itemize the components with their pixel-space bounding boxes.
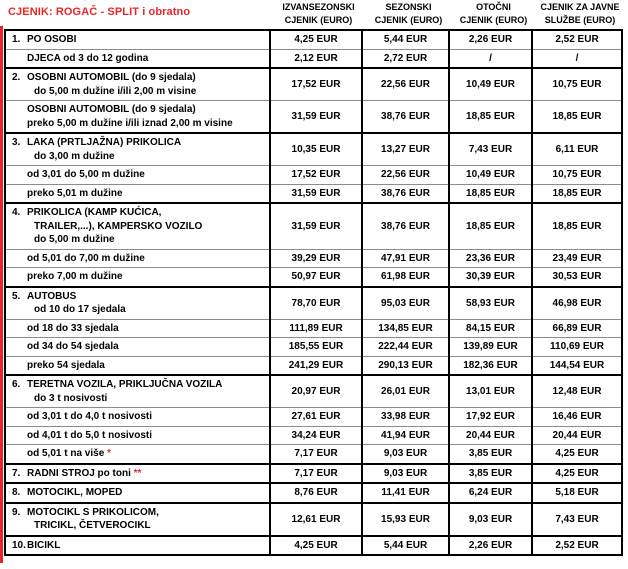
price-cell-price1: 4,25 EUR	[270, 536, 362, 556]
table-row	[5, 203, 622, 249]
row-label-line: 2. OSOBNI AUTOMOBIL (do 9 sjedala)	[12, 72, 196, 83]
price-cell-price3: 84,15 EUR	[449, 319, 532, 338]
price-cell-price4: 12,48 EUR	[532, 375, 622, 408]
table-row	[5, 30, 622, 49]
row-label-cell	[5, 319, 270, 338]
row-number: 3.	[12, 137, 21, 148]
table-row	[5, 483, 622, 503]
row-label-cell	[5, 338, 270, 357]
price-cell-price2: 61,98 EUR	[362, 268, 449, 287]
table-row	[5, 319, 622, 338]
row-label-cell	[5, 375, 270, 408]
row-label-cell	[5, 426, 270, 445]
price-cell-price2: 222,44 EUR	[362, 338, 449, 357]
price-table	[4, 29, 623, 556]
price-cell-price4: 18,85 EUR	[532, 184, 622, 203]
price-cell-price2: 22,56 EUR	[362, 68, 449, 101]
column-header-public-service: CJENIK ZA JAVNE SLUŽBE (EURO)	[540, 2, 620, 25]
row-label-line: od 10 do 17 sjedala	[34, 304, 126, 315]
column-header-season: SEZONSKI CJENIK (EURO)	[374, 2, 443, 25]
price-cell-price4: 7,43 EUR	[532, 503, 622, 536]
row-number: 9.	[12, 506, 21, 518]
table-row	[5, 287, 622, 320]
row-label-line: 8. MOTOCIKL, MOPED	[12, 487, 123, 498]
row-label-line: 6. TERETNA VOZILA, PRIKLJUČNA VOZILA	[12, 379, 223, 390]
price-cell-price2: 26,01 EUR	[362, 375, 449, 408]
row-label-line: 1. PO OSOBI	[12, 34, 77, 45]
row-label-line: do 5,00 m dužine i/ili 2,00 m visine	[34, 85, 197, 97]
row-number: 5.	[12, 290, 21, 302]
row-label-line: do 5,00 m dužine	[34, 234, 115, 245]
row-label-line: od 5,01 t na više *	[27, 448, 111, 459]
row-label-line: do 3,00 m dužine	[34, 150, 115, 162]
price-cell-price3: 139,89 EUR	[449, 338, 532, 357]
row-label-line: 3. LAKA (PRTLJAŽNA) PRIKOLICA	[12, 137, 182, 148]
price-cell-price1: 39,29 EUR	[270, 249, 362, 268]
price-cell-price1: 8,76 EUR	[270, 483, 362, 503]
price-cell-price3: 10,49 EUR	[449, 166, 532, 185]
table-row	[5, 268, 622, 287]
price-cell-price1: 111,89 EUR	[270, 319, 362, 338]
row-number: 8.	[12, 487, 21, 498]
table-row	[5, 184, 622, 203]
price-cell-price2: 95,03 EUR	[362, 287, 449, 320]
price-cell-price4: 18,85 EUR	[532, 203, 622, 249]
price-cell-price2: 11,41 EUR	[362, 483, 449, 503]
table-row	[5, 101, 622, 134]
row-label-cell	[5, 408, 270, 427]
price-cell-price4: 23,49 EUR	[532, 249, 622, 268]
row-label-cell	[5, 503, 270, 536]
row-label-cell	[5, 268, 270, 287]
price-cell-price2: 38,76 EUR	[362, 101, 449, 134]
table-row	[5, 464, 622, 484]
price-cell-price2: 5,44 EUR	[362, 30, 449, 49]
row-label-line: od 18 do 33 sjedala	[27, 322, 119, 334]
row-label-cell	[5, 287, 270, 320]
price-cell-price1: 2,12 EUR	[270, 49, 362, 68]
price-cell-price1: 31,59 EUR	[270, 203, 362, 249]
price-cell-price3: 9,03 EUR	[449, 503, 532, 536]
red-left-rule	[0, 26, 3, 563]
row-label-line: od 3,01 do 5,00 m dužine	[27, 169, 145, 180]
row-label-cell	[5, 68, 270, 101]
price-cell-price2: 2,72 EUR	[362, 49, 449, 68]
table-row	[5, 249, 622, 268]
price-cell-price3: 17,92 EUR	[449, 408, 532, 427]
price-cell-price1: 4,25 EUR	[270, 30, 362, 49]
price-cell-price1: 50,97 EUR	[270, 268, 362, 287]
price-cell-price3: 13,01 EUR	[449, 375, 532, 408]
price-cell-price4: 66,89 EUR	[532, 319, 622, 338]
price-cell-price2: 9,03 EUR	[362, 464, 449, 484]
price-cell-price1: 7,17 EUR	[270, 464, 362, 484]
row-label-cell	[5, 30, 270, 49]
price-cell-price1: 10,35 EUR	[270, 133, 362, 166]
price-cell-price3: 18,85 EUR	[449, 203, 532, 249]
price-cell-price4: 5,18 EUR	[532, 483, 622, 503]
table-row	[5, 375, 622, 408]
row-number: 2.	[12, 72, 21, 83]
price-cell-price1: 20,97 EUR	[270, 375, 362, 408]
price-cell-price4: 110,69 EUR	[532, 338, 622, 357]
row-number: 6.	[12, 379, 21, 390]
price-cell-price3: 2,26 EUR	[449, 536, 532, 556]
row-label-line: preko 54 sjedala	[27, 359, 105, 371]
price-cell-price4: 6,11 EUR	[532, 133, 622, 166]
price-cell-price1: 7,17 EUR	[270, 445, 362, 464]
price-cell-price4: 4,25 EUR	[532, 445, 622, 464]
price-cell-price4: 30,53 EUR	[532, 268, 622, 287]
price-cell-price1: 78,70 EUR	[270, 287, 362, 320]
price-cell-price3: 7,43 EUR	[449, 133, 532, 166]
row-number: 4.	[12, 207, 21, 218]
row-label-cell	[5, 166, 270, 185]
table-row	[5, 338, 622, 357]
table-row	[5, 68, 622, 101]
table-row	[5, 536, 622, 556]
row-label-cell	[5, 184, 270, 203]
price-cell-price3: 30,39 EUR	[449, 268, 532, 287]
price-cell-price2: 290,13 EUR	[362, 356, 449, 375]
price-cell-price2: 33,98 EUR	[362, 408, 449, 427]
price-cell-price1: 31,59 EUR	[270, 101, 362, 134]
table-row	[5, 49, 622, 68]
price-cell-price3: 182,36 EUR	[449, 356, 532, 375]
row-label-line: od 34 do 54 sjedala	[27, 341, 119, 352]
price-cell-price4: 4,25 EUR	[532, 464, 622, 484]
table-row	[5, 166, 622, 185]
price-cell-price4: 16,46 EUR	[532, 408, 622, 427]
table-row	[5, 503, 622, 536]
price-cell-price4: 10,75 EUR	[532, 166, 622, 185]
column-header-island: OTOČNI CJENIK (EURO)	[459, 2, 528, 25]
column-header-offseason: IZVANSEZONSKI CJENIK (EURO)	[282, 2, 355, 25]
price-cell-price1: 12,61 EUR	[270, 503, 362, 536]
price-cell-price2: 41,94 EUR	[362, 426, 449, 445]
footnote-marker: **	[130, 467, 142, 479]
price-cell-price3: 2,26 EUR	[449, 30, 532, 49]
row-label-line: preko 5,00 m dužine i/ili iznad 2,00 m visine	[27, 117, 233, 129]
row-label-line: TRICIKL, ČETVEROCIKL	[34, 520, 151, 531]
price-cell-price4: 20,44 EUR	[532, 426, 622, 445]
row-label-cell	[5, 483, 270, 503]
price-cell-price1: 17,52 EUR	[270, 68, 362, 101]
row-label-cell	[5, 49, 270, 68]
price-cell-price4: 144,54 EUR	[532, 356, 622, 375]
footnote-marker: *	[104, 448, 111, 459]
row-label-line: DJECA od 3 do 12 godina	[27, 52, 149, 64]
price-cell-price2: 47,91 EUR	[362, 249, 449, 268]
table-row	[5, 408, 622, 427]
row-label-line: do 3 t nosivosti	[34, 392, 108, 404]
table-row	[5, 133, 622, 166]
row-label-cell	[5, 101, 270, 134]
price-cell-price3: 23,36 EUR	[449, 249, 532, 268]
price-cell-price1: 31,59 EUR	[270, 184, 362, 203]
price-cell-price3: 6,24 EUR	[449, 483, 532, 503]
price-cell-price3: /	[449, 49, 532, 68]
price-cell-price4: 10,75 EUR	[532, 68, 622, 101]
price-cell-price3: 3,85 EUR	[449, 445, 532, 464]
row-label-cell	[5, 356, 270, 375]
table-row	[5, 356, 622, 375]
row-label-cell	[5, 203, 270, 249]
price-cell-price3: 58,93 EUR	[449, 287, 532, 320]
page-title: CJENIK: ROGAČ - SPLIT i obratno	[8, 6, 191, 18]
row-number: 10.	[12, 539, 26, 551]
row-label-line: preko 7,00 m dužine	[27, 271, 123, 282]
price-cell-price2: 38,76 EUR	[362, 203, 449, 249]
row-label-cell	[5, 464, 270, 484]
price-cell-price2: 38,76 EUR	[362, 184, 449, 203]
price-cell-price2: 22,56 EUR	[362, 166, 449, 185]
price-cell-price3: 18,85 EUR	[449, 101, 532, 134]
price-cell-price3: 3,85 EUR	[449, 464, 532, 484]
price-cell-price1: 17,52 EUR	[270, 166, 362, 185]
price-cell-price4: 2,52 EUR	[532, 536, 622, 556]
price-cell-price2: 134,85 EUR	[362, 319, 449, 338]
row-label-line: 5. AUTOBUS	[12, 290, 77, 302]
price-cell-price1: 27,61 EUR	[270, 408, 362, 427]
price-cell-price3: 20,44 EUR	[449, 426, 532, 445]
row-label-line: preko 5,01 m dužine	[27, 187, 123, 199]
price-cell-price3: 10,49 EUR	[449, 68, 532, 101]
row-label-line: 4. PRIKOLICA (KAMP KUĆICA,	[12, 207, 162, 218]
table-row	[5, 445, 622, 464]
row-label-line: od 4,01 t do 5,0 t nosivosti	[27, 429, 153, 441]
price-cell-price1: 34,24 EUR	[270, 426, 362, 445]
price-cell-price2: 13,27 EUR	[362, 133, 449, 166]
price-cell-price2: 5,44 EUR	[362, 536, 449, 556]
price-cell-price4: 46,98 EUR	[532, 287, 622, 320]
price-cell-price3: 18,85 EUR	[449, 184, 532, 203]
row-label-line: 7. RADNI STROJ po toni **	[12, 467, 142, 479]
row-label-line: od 3,01 t do 4,0 t nosivosti	[27, 411, 153, 422]
row-label-cell	[5, 249, 270, 268]
table-header-band	[0, 0, 628, 30]
row-label-cell	[5, 133, 270, 166]
row-label-line: od 5,01 do 7,00 m dužine	[27, 252, 145, 264]
row-number: 7.	[12, 467, 21, 479]
row-label-cell	[5, 445, 270, 464]
row-label-line: 10.BICIKL	[12, 539, 61, 551]
table-row	[5, 426, 622, 445]
price-cell-price2: 9,03 EUR	[362, 445, 449, 464]
price-cell-price4: 2,52 EUR	[532, 30, 622, 49]
price-cell-price4: /	[532, 49, 622, 68]
row-label-line: OSOBNI AUTOMOBIL (do 9 sjedala)	[27, 104, 196, 115]
row-label-line: TRAILER,...), KAMPERSKO VOZILO	[34, 220, 203, 232]
price-cell-price1: 241,29 EUR	[270, 356, 362, 375]
row-label-line: 9. MOTOCIKL S PRIKOLICOM,	[12, 506, 159, 518]
price-cell-price2: 15,93 EUR	[362, 503, 449, 536]
row-label-cell	[5, 536, 270, 556]
row-number: 1.	[12, 34, 21, 45]
price-cell-price4: 18,85 EUR	[532, 101, 622, 134]
price-cell-price1: 185,55 EUR	[270, 338, 362, 357]
